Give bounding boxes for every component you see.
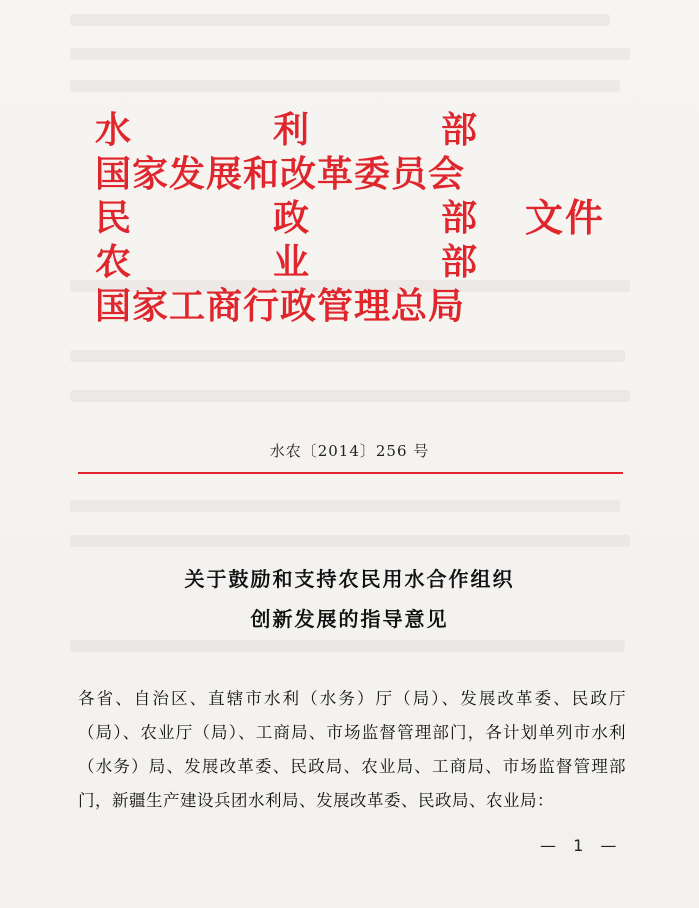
agency-row [95, 108, 615, 152]
bleed-through [70, 48, 630, 60]
agency-char: 农 [95, 241, 132, 283]
agency-name: 国家工商行政管理总局 [95, 285, 466, 327]
agency-row [95, 240, 615, 284]
bleed-through [70, 535, 630, 547]
bleed-through [70, 640, 625, 652]
agency-char: 部 [441, 109, 478, 151]
agency-row [95, 284, 615, 328]
document-number: 水农〔2014〕256 号 [269, 442, 430, 460]
agency-char: 业 [273, 241, 310, 283]
bleed-through [70, 14, 610, 26]
bleed-through [70, 500, 620, 512]
document-title-line-2: 创新发展的指导意见 [250, 607, 449, 631]
bleed-through [70, 390, 630, 402]
agency-row [95, 196, 615, 240]
agency-char: 部 [441, 197, 478, 239]
agency-char: 水 [95, 109, 132, 151]
bleed-through [70, 80, 620, 92]
issuing-agencies-header [95, 108, 615, 328]
red-separator-line [78, 472, 623, 474]
agency-char: 民 [95, 197, 132, 239]
bleed-through [70, 350, 625, 362]
document-title-line-1: 关于鼓励和支持农民用水合作组织 [184, 567, 515, 591]
agency-name: 国家发展和改革委员会 [95, 153, 466, 195]
page-number: — 1 — [540, 836, 623, 855]
agency-char: 部 [441, 241, 478, 283]
salutation-paragraph: 各省、自治区、直辖市水利（水务）厅（局）、发展改革委、民政厅（局）、农业厅（局）、工商局、市场监督管理部门，各计划单列市水利（水务）局、发展改革委、民政局、农业局、工商局、市场监督管理部门，新疆生产建设兵团水利局、发展改革委、民政局、农业局： [78, 689, 626, 810]
agency-char: 利 [273, 109, 310, 151]
document-type-label: 文件 [525, 195, 606, 240]
agency-char: 政 [273, 197, 310, 239]
agency-row [95, 152, 615, 196]
